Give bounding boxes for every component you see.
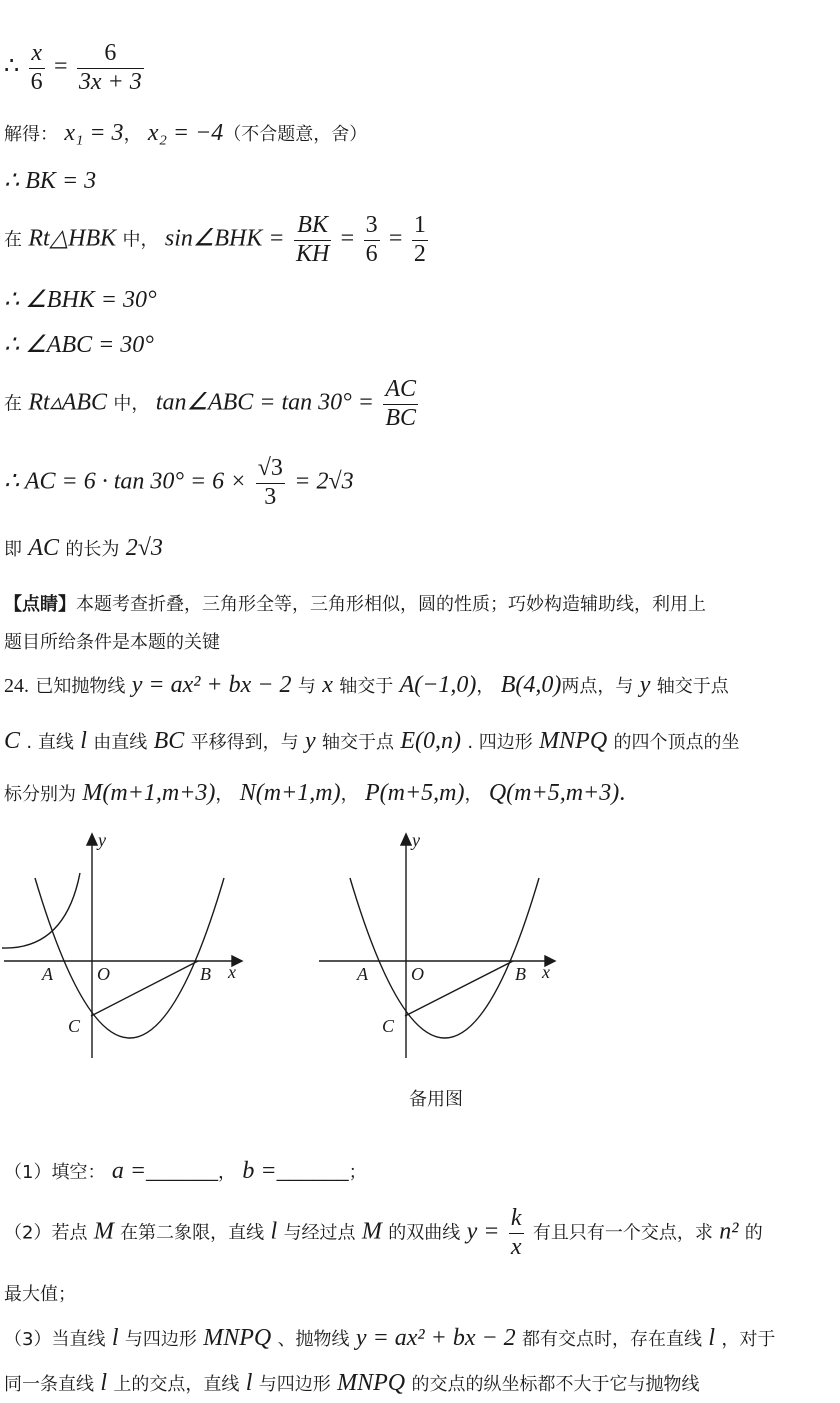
parabola-curve [35,878,224,1038]
question-1: （1）填空： a =______， b =______； [4,1158,367,1184]
step-sin: 在 Rt△HBK 中， sin∠BHK = $\frac{BK}{KH}$ = $\frac{3}{6}$ = $\frac{1}{2}$ [4,212,426,267]
step-proportion: ∴ $\frac{x}{6}$ = $\frac{6}{3x + 3}$ [4,40,142,95]
question-3-line-2: 同一条直线 l 上的交点，直线 l 与四边形 MNPQ 的交点的纵坐标都不大于它与抛物线 [4,1370,700,1396]
fraction: $\frac{BK}{KH}$ [295,212,330,267]
problem-line-1: 24. 已知抛物线 y = ax² + bx − 2 与 x 轴交于 A(−1,0)， B(4,0)两点，与 y 轴交于点 [4,672,729,698]
point-c-label: C [382,1016,395,1036]
therefore-symbol: ∴ [4,53,20,80]
step-tan: 在 Rt▵ABC 中， tan∠ABC = tan 30° = $\frac{AC}{BC}$ [4,376,416,431]
y-axis-label: y [98,830,106,850]
problem-line-2: C . 直线 l 由直线 BC 平移得到，与 y 轴交于点 E(0,n) . 四边形 MNPQ 的四个顶点的坐 [4,728,740,754]
point-c-label: C [68,1016,81,1036]
comment-line-1: 【点睛】本题考查折叠，三角形全等，三角形相似，圆的性质；巧妙构造辅助线，利用上 [4,594,706,615]
x-axis-label: x [228,962,236,982]
fraction: $\frac{x}{6}$ [30,40,43,95]
question-2-line-2: 最大值； [4,1284,76,1305]
x-axis-label: x [542,962,550,982]
point-b-label: B [200,964,211,984]
point-a-label: A [42,964,53,984]
question-2-line-1: （2）若点 M 在第二象限，直线 l 与经过点 M 的双曲线 y = $\frac{k}{x}$ 有且只有一个交点，求 n² 的 [4,1205,763,1260]
point-a-label: A [357,964,368,984]
parabola-figure-main [0,828,260,1068]
parabola-curve [350,878,539,1038]
step-bk: ∴ BK = 3 [4,168,97,194]
problem-number: 24. [4,675,29,697]
fraction: $\frac{k}{x}$ [510,1205,522,1260]
fraction: $\frac{3}{6}$ [365,212,378,267]
y-axis-label: y [412,830,420,850]
y-axis-arrow [401,834,411,845]
y-axis-arrow [87,834,97,845]
answer-blank-a: ______ [146,1158,219,1184]
step-angle-abc: ∴ ∠ABC = 30° [4,332,154,358]
point-b-label: B [515,964,526,984]
fraction: $\frac{1}{2}$ [413,212,426,267]
parabola-figure-backup [315,828,575,1068]
comment-line-2: 题目所给条件是本题的关键 [4,632,220,653]
fraction: $\frac{AC}{BC}$ [385,376,416,431]
step-solve: 解得： x₁ = 3， x₂ = −4（不合题意，舍） [4,120,368,146]
question-3-line-1: （3）当直线 l 与四边形 MNPQ 、抛物线 y = ax² + bx − 2 都有交点时，存在直线 l ，对于 [4,1325,776,1351]
answer-blank-b: ______ [276,1158,349,1184]
fraction: $\frac{√3}{3}$ [257,455,283,510]
hyperbola-branch [2,873,80,948]
step-conclusion: 即 AC 的长为 2√3 [4,535,163,561]
origin-label: O [411,964,424,984]
comment-label: 【点睛】 [4,594,76,615]
step-angle-bhk: ∴ ∠BHK = 30° [4,287,157,313]
figure-caption: 备用图 [409,1089,463,1110]
problem-line-3: 标分别为 M(m+1,m+3)， N(m+1,m)， P(m+5,m)， Q(m+5,m+3). [4,780,626,806]
step-ac-value: ∴ AC = 6 · tan 30° = 6 × $\frac{√3}{3}$ = 2√3 [4,455,354,510]
fraction: $\frac{6}{3x + 3}$ [78,40,142,95]
origin-label: O [97,964,110,984]
